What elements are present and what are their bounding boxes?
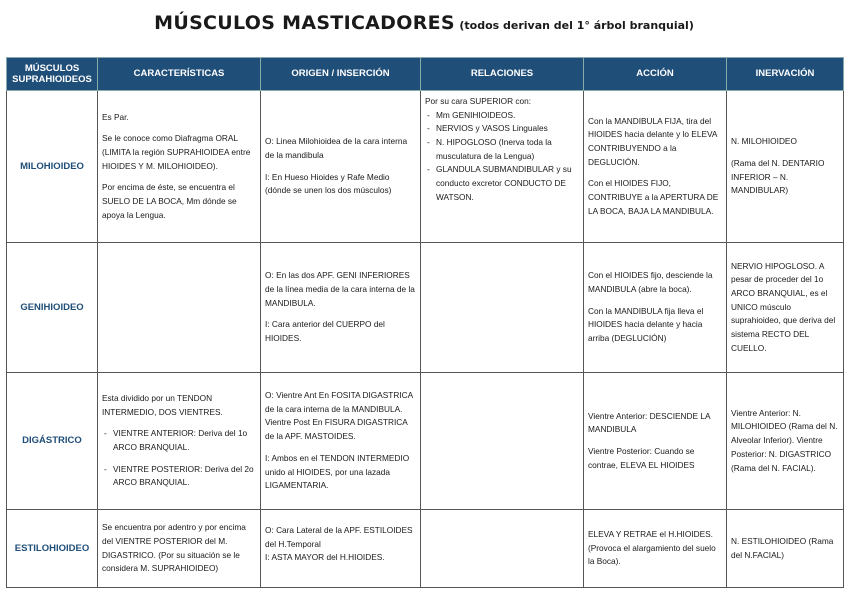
cell-inervacion (727, 510, 844, 588)
cell-inervacion (727, 91, 844, 243)
cell-text: Esta dividido por un TENDON INTERMEDIO, DOS VIENTRES. (102, 392, 223, 417)
cell-origen (261, 243, 421, 373)
cell-text: I: Ambos en el TENDON INTERMEDIO unido al HIOIDES, por una lazada LIGAMENTARIA. (265, 452, 410, 491)
cell-inervacion (727, 373, 844, 510)
row-title-digastrico: DIGÁSTRICO (7, 373, 98, 510)
table-header-row (7, 58, 844, 91)
cell-caracteristicas (98, 91, 261, 243)
list-item: - NERVIOS y VASOS Linguales (425, 122, 579, 136)
cell-accion (584, 373, 727, 510)
cell-text: Con la MANDIBULA FIJA, tira del HIOIDES hacia delante y lo ELEVA CONTRIBUYENDO a la DEGLUCIÓN. (588, 115, 717, 167)
list-item: - VIENTRE ANTERIOR: Deriva del 1o ARCO BRANQUIAL. (102, 427, 256, 454)
cell-relaciones (421, 243, 584, 373)
header-accion: ACCIÓN (584, 58, 727, 91)
cell-origen (261, 373, 421, 510)
cell-text: I: Cara anterior del CUERPO del HIOIDES. (265, 319, 385, 344)
cell-text: I: ASTA MAYOR del H.HIOIDES. (265, 552, 385, 563)
cell-text: Con la MANDIBULA fija lleva el HIOIDES hacia delante y hacia arriba (DEGLUCIÓN) (588, 305, 704, 344)
cell-text: NERVIO HIPOGLOSO. A pesar de proceder del 1o ARCO BRANQUIAL, es el UNICO músculo suprahioideo, que deriva del sistema RECTO DEL CUELLO. (731, 260, 836, 353)
cell-text: Vientre Anterior: DESCIENDE LA MANDIBULA (588, 410, 711, 435)
cell-text: O: En las dos APF. GENI INFERIORES de la línea media de la cara interna de la MANDIBULA. (265, 270, 415, 308)
list-item: - Mm GENIHIOIDEOS. (425, 109, 579, 123)
table-row (7, 510, 844, 588)
header-inervacion: INERVACIÓN (727, 58, 844, 91)
header-origen: ORIGEN / INSERCIÓN (261, 58, 421, 91)
cell-text: N. MILOHIOIDEO (731, 136, 797, 147)
table-row (7, 243, 844, 373)
page-title (0, 12, 848, 34)
row-title-estilohioideo: ESTILOHIOIDEO (7, 510, 98, 588)
title-main: MÚSCULOS MASTICADORES (154, 12, 455, 34)
cell-origen (261, 91, 421, 243)
cell-accion (584, 91, 727, 243)
cell-text: O: Cara Lateral de la APF. ESTILOIDES del H.Temporal (265, 525, 413, 549)
list-item: - GLANDULA SUBMANDIBULAR y su conducto excretor CONDUCTO DE WATSON. (425, 163, 579, 204)
row-title-genihioideo: GENIHIOIDEO (7, 243, 98, 373)
header-musculos: MÚSCULOS SUPRAHIOIDEOS (7, 58, 98, 91)
muscles-table (6, 57, 844, 588)
cell-relaciones (421, 91, 584, 243)
cell-text: ELEVA Y RETRAE el H.HIOIDES. (Provoca el alargamiento del suelo la Boca). (588, 528, 716, 567)
cell-text: Por su cara SUPERIOR con: (425, 96, 532, 106)
header-relaciones: RELACIONES (421, 58, 584, 91)
cell-text: N. ESTILOHIOIDEO (Rama del N.FACIAL) (731, 535, 834, 560)
cell-accion (584, 510, 727, 588)
cell-text: Con el HIOIDES FIJO, CONTRIBUYE a la APERTURA DE LA BOCA, BAJA LA MANDIBULA. (588, 178, 719, 216)
cell-text: Vientre Posterior: Cuando se contrae, ELEVA EL HIOIDES (588, 446, 695, 470)
cell-text: Con el HIOIDES fijo, desciende la MANDIBULA (abre la boca). (588, 270, 713, 294)
cell-caracteristicas (98, 510, 261, 588)
cell-text: I: En Hueso Hioides y Rafe Medio (dónde se unen los dos músculos) (265, 171, 392, 196)
cell-accion (584, 243, 727, 373)
cell-relaciones (421, 510, 584, 588)
row-title-milohioideo: MILOHIOIDEO (7, 91, 98, 243)
cell-text: (Rama del N. DENTARIO INFERIOR – N. MANDIBULAR) (731, 157, 825, 196)
cell-text: Por encima de éste, se encuentra el SUELO DE LA BOCA, Mm dónde se apoya la Lengua. (102, 182, 237, 220)
cell-origen (261, 510, 421, 588)
header-caracteristicas: CARACTERÍSTICAS (98, 58, 261, 91)
table-row (7, 91, 844, 243)
cell-text: Vientre Anterior: N. MILOHIOIDEO (Rama del N. Alveolar Inferior). Vientre Posterior: N. DIGASTRICO (Rama del N. FACIAL). (731, 407, 838, 473)
list-item: - VIENTRE POSTERIOR: Deriva del 2o ARCO BRANQUIAL. (102, 463, 256, 490)
cell-relaciones (421, 373, 584, 510)
cell-caracteristicas (98, 373, 261, 510)
title-subtitle: (todos derivan del 1° árbol branquial) (459, 19, 694, 32)
table-row (7, 373, 844, 510)
cell-text: O: Linea Milohioidea de la cara interna de la mandibula (265, 136, 408, 160)
list-item: - N. HIPOGLOSO (Inerva toda la musculatura de la Lengua) (425, 136, 579, 163)
cell-inervacion (727, 243, 844, 373)
cell-text: O: Vientre Ant En FOSITA DIGASTRICA de la cara interna de la MANDIBULA. Vientre Post En FISURA DIGASTRICA de la APF. MASTOIDES. (265, 390, 413, 442)
cell-caracteristicas (98, 243, 261, 373)
cell-text: Es Par. (102, 111, 129, 122)
cell-text: Se le conoce como Diafragma ORAL (LIMITA la región SUPRAHIOIDEA entre HIOIDES Y M. MILOHIOIDEO). (102, 133, 251, 171)
cell-text: Se encuentra por adentro y por encima del VIENTRE POSTERIOR del M. DIGASTRICO. (Por su situación se le considera M. SUPRAHIOIDEO) (102, 522, 246, 574)
